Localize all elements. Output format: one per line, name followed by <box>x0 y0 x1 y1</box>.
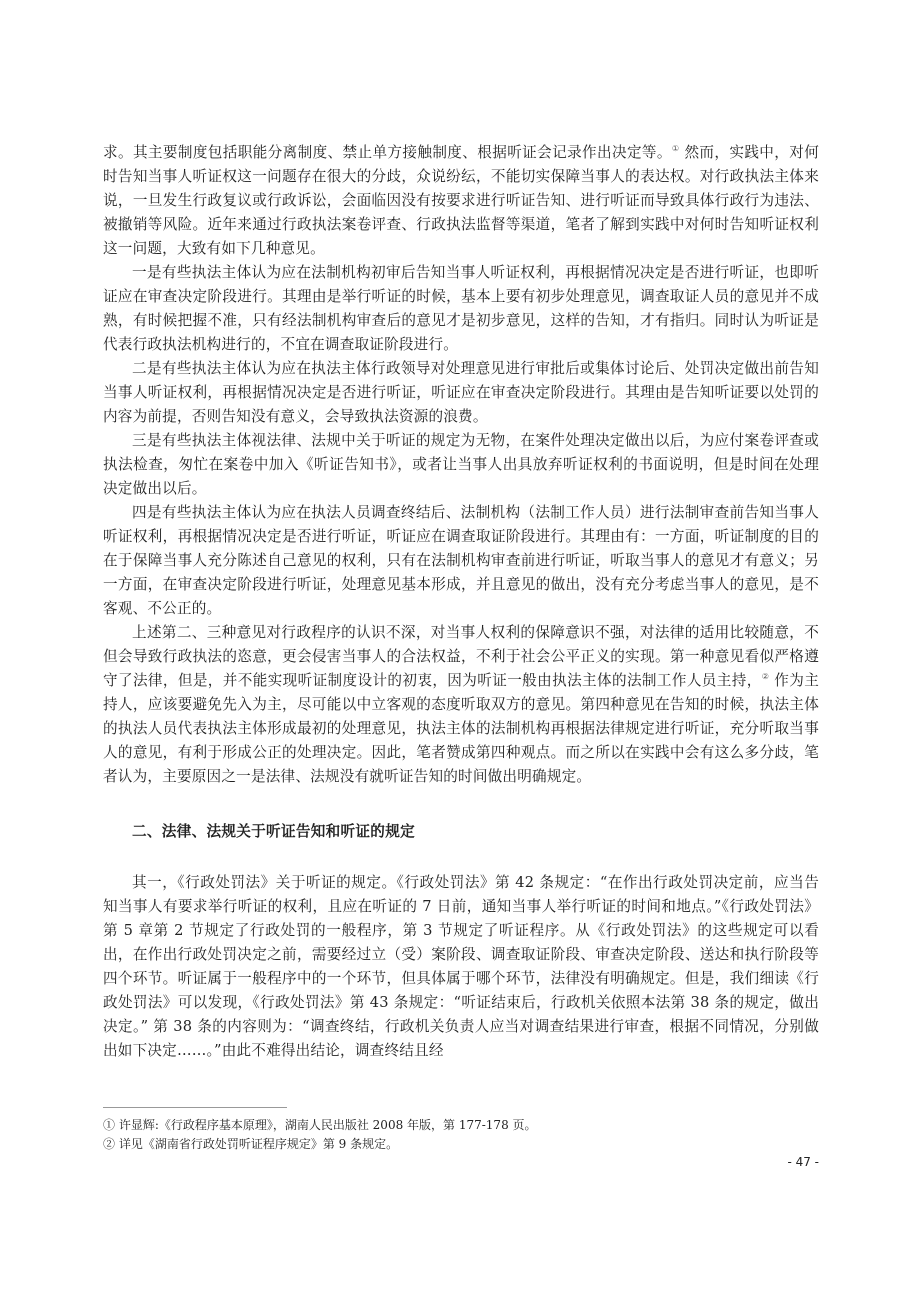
footnote-2: ② 详见《湖南省行政处罚听证程序规定》第 9 条规定。 <box>103 1137 399 1151</box>
intro-text-a: 求。其主要制度包括职能分离制度、禁止单方接触制度、根据听证会记录作出决定等。 <box>103 144 672 161</box>
paragraph-section-1: 其一，《行政处罚法》关于听证的规定。《行政处罚法》第 42 条规定：“在作出行政处罚决定前，应当告知当事人有要求举行听证的权利，且应在听证的 7 日前，通知当事人举行听证的时间和地点。”《行政处罚法》第 5 章第 2 节规定了行政处罚的一般程序，第 3 节规定了听证程序。从《行政处罚法》的这些规定可以看出，在作出行政处罚决定之前，需要经过立（受）案阶段、调查取证阶段、审查决定阶段、送达和执行阶段等四个环节。听证属于一般程序中的一个环节，但具体属于哪个环节，法律没有明确规定。但是，我们细读《行政处罚法》可以发现，《行政处罚法》第 43 条规定：“听证结束后，行政机关依照本法第 38 条的规定，做出决定。” 第 38 条的内容则为：“调查终结，行政机关负责人应当对调查结果进行审查，根据不同情况，分别做出如下决定……。”由此不难得出结论，调查终结且经 <box>103 874 819 1059</box>
paragraph-opinion-4: 四是有些执法主体认为应在执法人员调查终结后、法制机构（法制工作人员）进行法制审查前告知当事人听证权利，再根据情况决定是否进行听证，听证应在调查取证阶段进行。其理由有：一方面，听证制度的目的在于保障当事人充分陈述自己意见的权利，只有在法制机构审查前进行听证，听取当事人的意见才有意义；另一方面，在审查决定阶段进行听证，处理意见基本形成，并且意见的做出，没有充分考虑当事人的意见，是不客观、不公正的。 <box>103 504 819 617</box>
section-heading: 二、法律、法规关于听证告知和听证的规定 <box>132 823 415 840</box>
page-number: - 47 - <box>787 1155 819 1169</box>
paragraph-opinion-2: 二是有些执法主体认为应在执法主体行政领导对处理意见进行审批后或集体讨论后、处罚决定做出前告知当事人听证权利，再根据情况决定是否进行听证，听证应在审查决定阶段进行。其理由是告知听证要以处罚的内容为前提，否则告知没有意义，会导致执法资源的浪费。 <box>103 360 819 425</box>
intro-text-b: 然而，实践中，对何时告知当事人听证权这一问题存在很大的分歧，众说纷纭，不能切实保障当事人的表达权。对行政执法主体来说，一旦发生行政复议或行政诉讼，会面临因没有按要求进行听证告知、进行听证而导致具体行政行为违法、被撤销等风险。近年来通过行政执法案卷评查、行政执法监督等渠道，笔者了解到实践中对何时告知听证权利这一问题，大致有如下几种意见。 <box>103 144 819 257</box>
footnote-ref-1[interactable]: ① <box>671 144 680 153</box>
paragraph-opinion-1: 一是有些执法主体认为应在法制机构初审后告知当事人听证权利，再根据情况决定是否进行听证，也即听证应在审查决定阶段进行。其理由是举行听证的时候，基本上要有初步处理意见，调查取证人员的意见并不成熟，有时候把握不准，只有经法制机构审查后的意见才是初步意见，这样的告知，才有指归。同时认为听证是代表行政执法机构进行的，不宜在调查取证阶段进行。 <box>103 264 819 353</box>
analysis-text-b: 作为主持人，应该要避免先入为主，尽可能以中立客观的态度听取双方的意见。第四种意见在告知的时候，执法主体的执法人员代表执法主体形成最初的处理意见，执法主体的法制机构再根据法律规定进行听证，充分听取当事人的意见，有利于形成公正的处理决定。因此，笔者赞成第四种观点。而之所以在实践中会有这么多分歧，笔者认为，主要原因之一是法律、法规没有就听证告知的时间做出明确规定。 <box>103 672 819 785</box>
footnotes <box>103 1116 819 1154</box>
footnote-divider <box>103 1107 287 1108</box>
paragraph-intro <box>103 141 819 261</box>
paragraph-analysis <box>103 621 819 789</box>
document-body <box>103 141 819 1063</box>
footnote-1: ① 许显辉:《行政程序基本原理》，湖南人民出版社 2008 年版，第 177-178 页。 <box>103 1118 537 1132</box>
analysis-text-a: 上述第二、三种意见对行政程序的认识不深，对当事人权利的保障意识不强，对法律的适用比较随意，不但会导致行政执法的恣意，更会侵害当事人的合法权益，不利于社会公平正义的实现。第一种意见看似严格遵守了法律，但是，并不能实现听证制度设计的初衷，因为听证一般由执法主体的法制工作人员主持， <box>103 624 819 689</box>
paragraph-opinion-3: 三是有些执法主体视法律、法规中关于听证的规定为无物，在案件处理决定做出以后，为应付案卷评查或执法检查，匆忙在案卷中加入《听证告知书》，或者让当事人出具放弃听证权利的书面说明，但是时间在处理决定做出以后。 <box>103 432 819 497</box>
footnote-ref-2[interactable]: ② <box>761 672 770 681</box>
